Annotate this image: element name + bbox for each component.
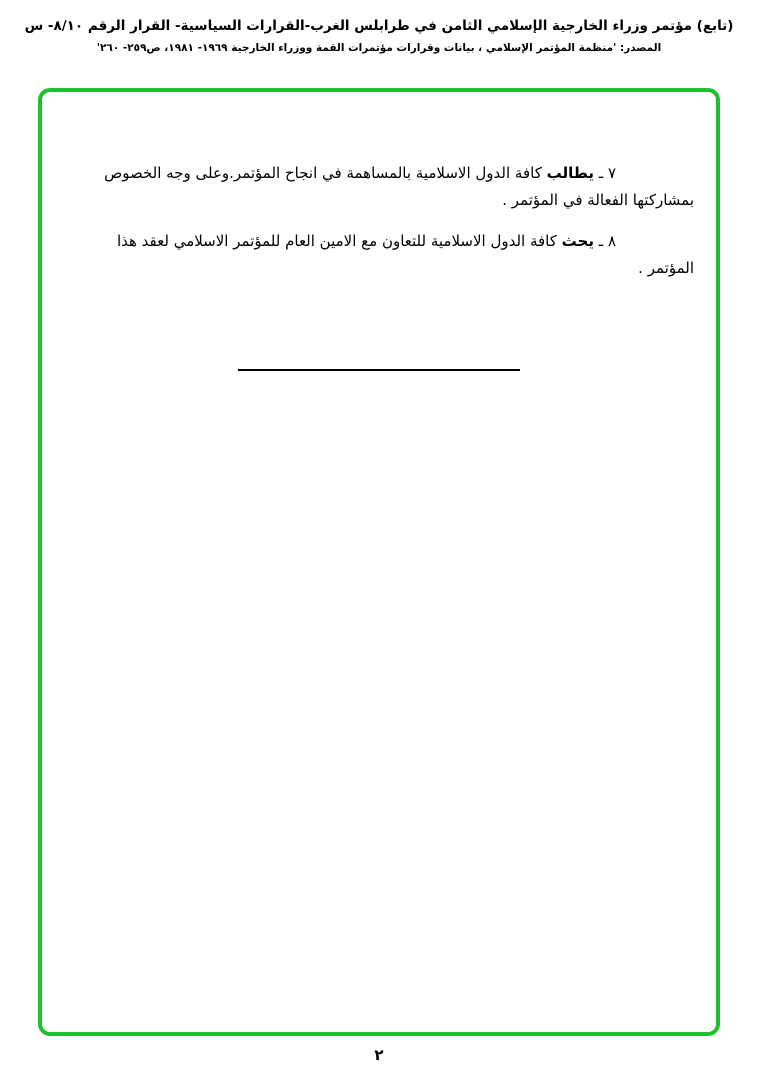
document-body [82, 160, 694, 296]
paragraph-8-marker: ٨ ـ [594, 232, 616, 250]
page-number: ٢ [374, 1046, 384, 1064]
section-divider [238, 369, 520, 371]
paragraph-7 [82, 160, 694, 214]
paragraph-8-keyword: يحث [561, 232, 594, 250]
paragraph-7-marker: ٧ ـ [594, 164, 616, 182]
green-frame [38, 88, 720, 1036]
document-header [0, 18, 758, 54]
paragraph-7-text: كافة الدول الاسلامية بالمساهمة في انجاح المؤتمر.وعلى وجه الخصوص بمشاركتها الفعالة في المؤتمر . [104, 164, 694, 209]
header-source: المصدر: 'منظمة المؤتمر الإسلامي ، بيانات وقرارات مؤتمرات القمة ووزراء الخارجية ١٩٦٩- ١٩٨١، ص٢٥٩- ٢٦٠' [96, 42, 662, 54]
header-title: (تابع) مؤتمر وزراء الخارجية الإسلامي الثامن في طرابلس الغرب-القرارات السياسية- القرار الرقم ٨/١٠- س [24, 18, 734, 34]
paragraph-7-keyword: يطالب [546, 164, 594, 182]
paragraph-8 [82, 228, 694, 282]
paragraph-8-text: كافة الدول الاسلامية للتعاون مع الامين العام للمؤتمر الاسلامي لعقد هذا المؤتمر . [116, 232, 694, 277]
